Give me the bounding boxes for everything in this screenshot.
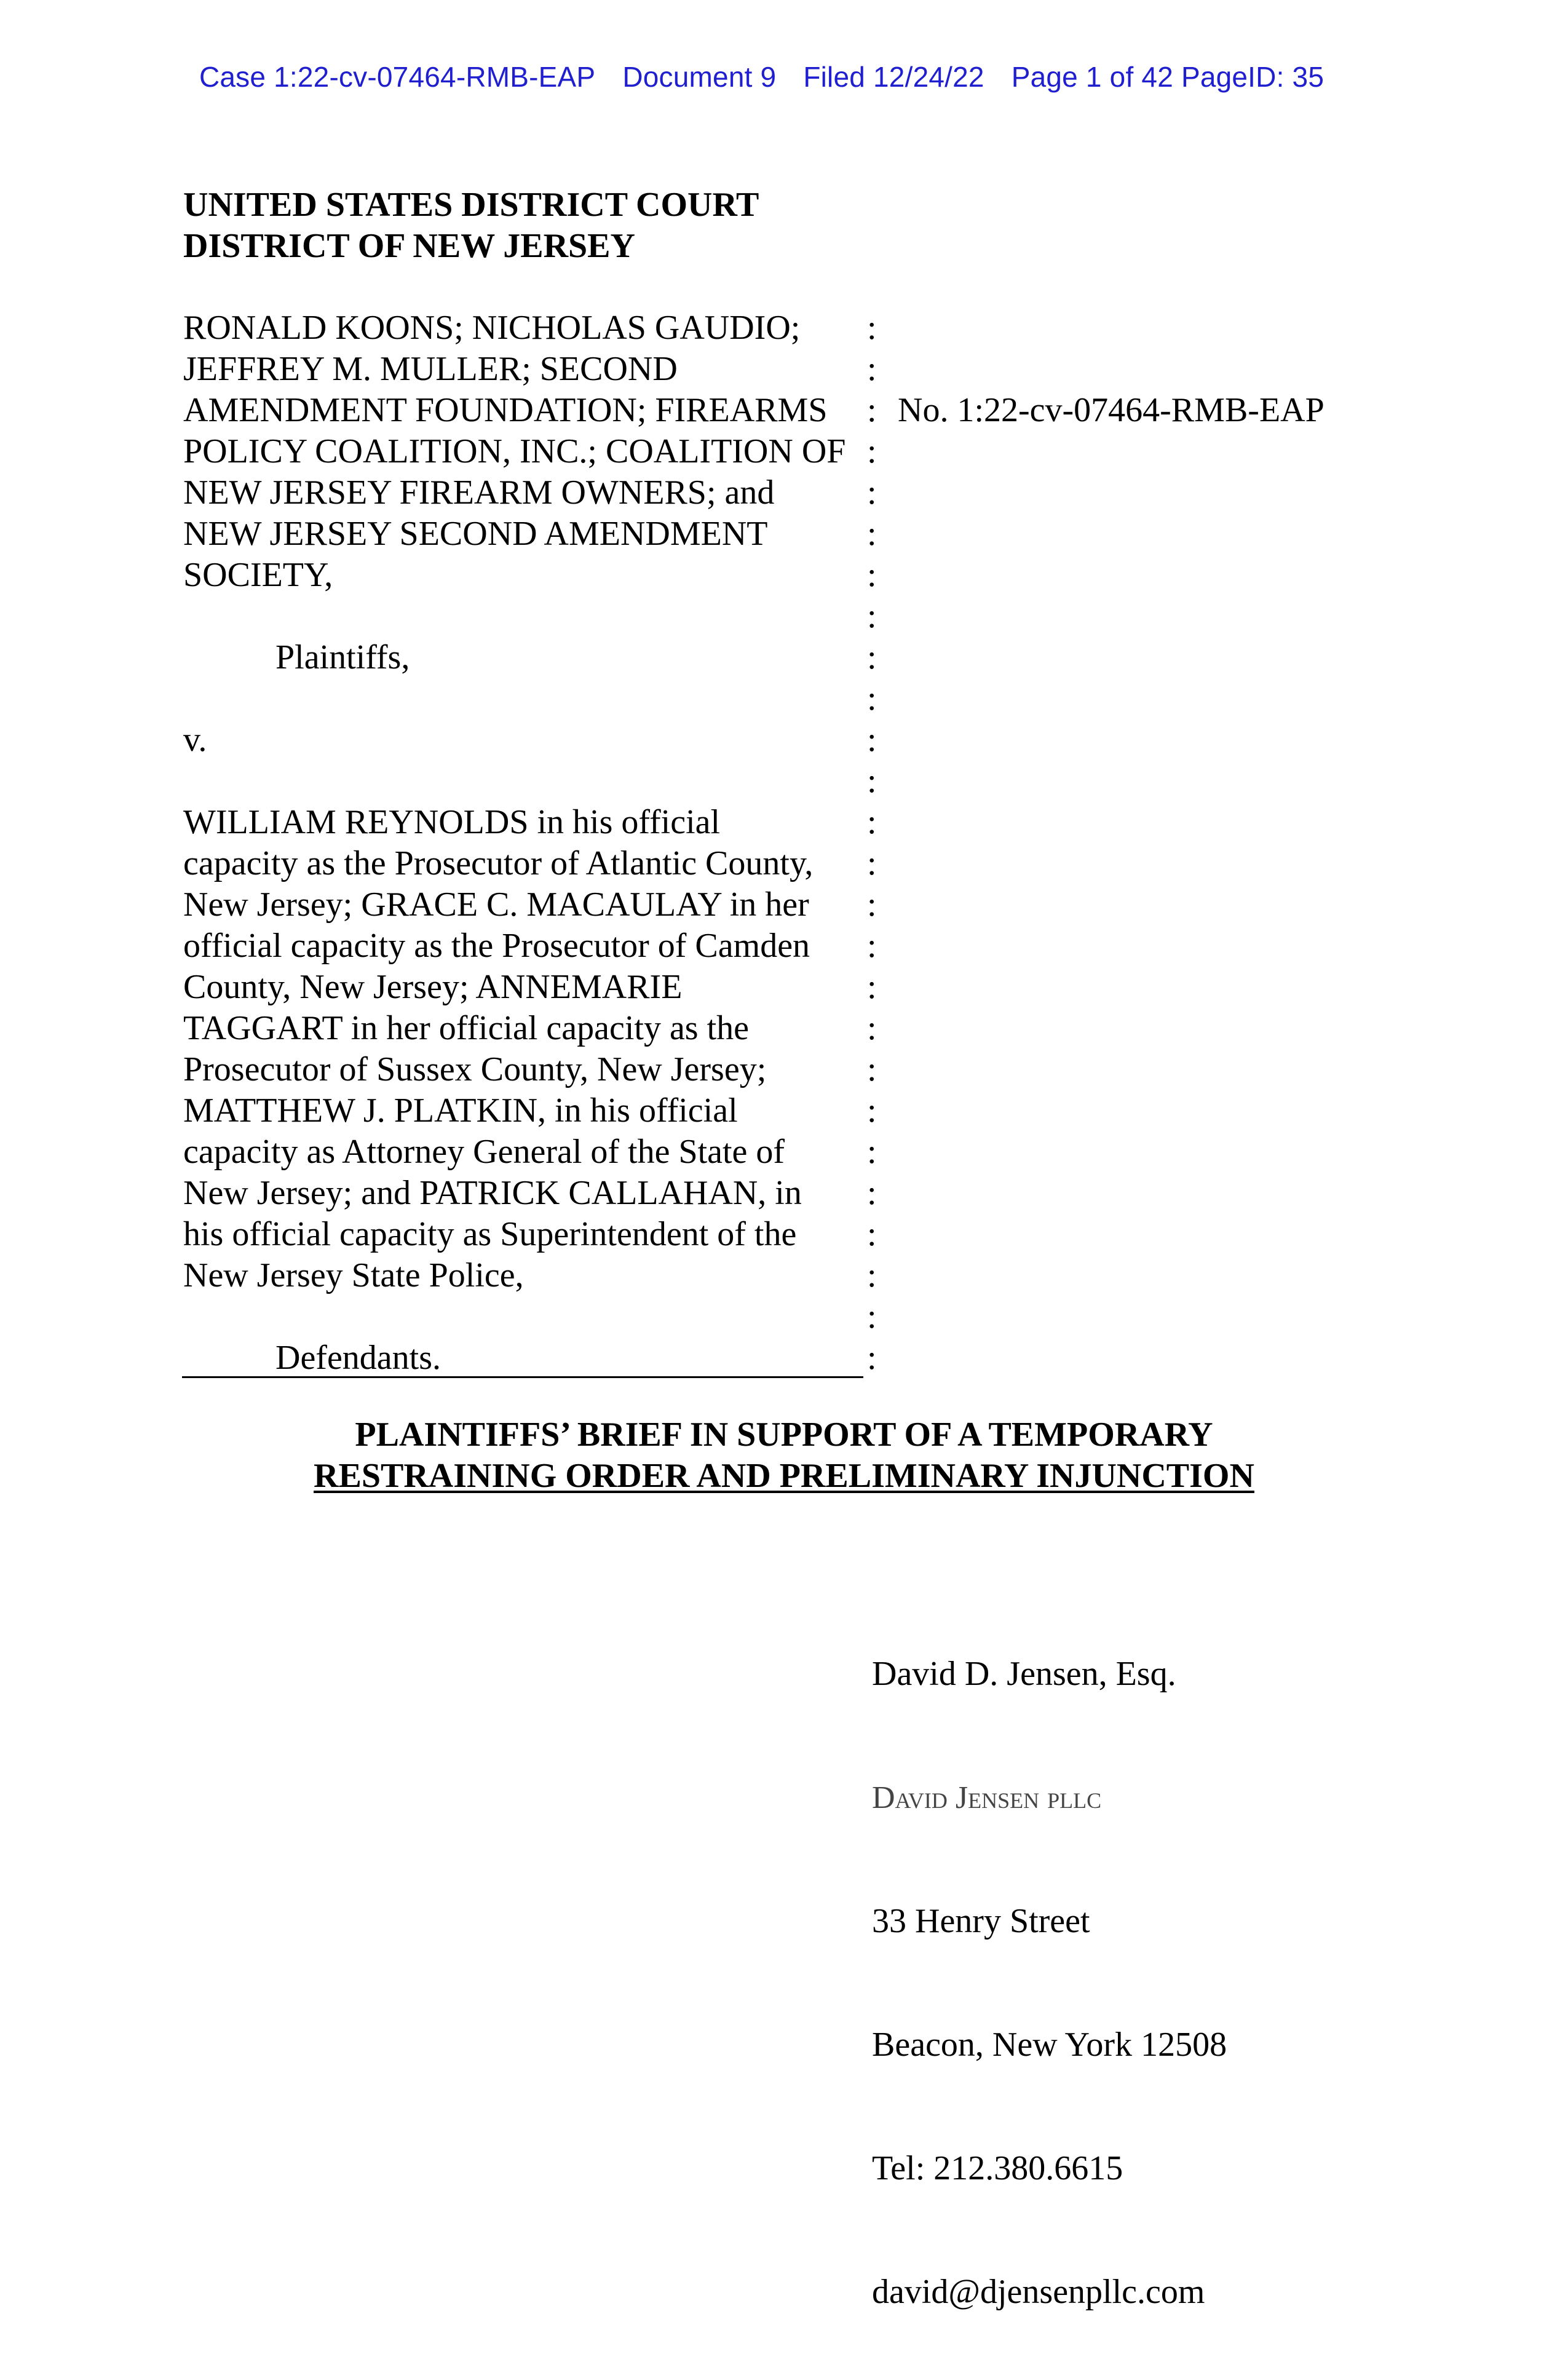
versus-label: v. [183, 721, 207, 759]
colon-separator: : [867, 1215, 877, 1253]
colon-separator: : [867, 309, 877, 347]
plaintiffs-line: SOCIETY, [183, 556, 333, 594]
header-document-number: Document 9 [622, 61, 777, 93]
colon-separator: : [867, 474, 877, 512]
brief-title-line-2 [0, 1456, 1568, 1497]
defendants-line: New Jersey State Police, [183, 1256, 524, 1294]
colon-separator: : [867, 1092, 877, 1130]
colon-separator: : [867, 1050, 877, 1088]
counsel-city: Beacon, New York 12508 [872, 2026, 1227, 2064]
plaintiffs-line: POLICY COALITION, INC.; COALITION OF [183, 432, 846, 470]
colon-separator: : [867, 721, 877, 759]
colon-separator: : [867, 803, 877, 841]
plaintiffs-line: RONALD KOONS; NICHOLAS GAUDIO; [183, 309, 801, 347]
filing-header-stamp [183, 27, 1324, 93]
defendants-line: MATTHEW J. PLATKIN, in his official [183, 1092, 738, 1130]
defendants-line: official capacity as the Prosecutor of Camden [183, 927, 810, 965]
header-filed-date: Filed 12/24/22 [803, 61, 984, 93]
defendants-line: WILLIAM REYNOLDS in his official [183, 803, 721, 841]
colon-separator: : [867, 762, 877, 800]
defendants-line: capacity as the Prosecutor of Atlantic County, [183, 844, 814, 882]
colon-separator: : [867, 1339, 877, 1377]
defendants-line: New Jersey; and PATRICK CALLAHAN, in [183, 1174, 802, 1212]
colon-separator: : [867, 556, 877, 594]
defendants-line: his official capacity as Superintendent of the [183, 1215, 797, 1253]
colon-separator: : [867, 927, 877, 965]
defendants-line: Prosecutor of Sussex County, New Jersey; [183, 1050, 767, 1088]
colon-separator: : [867, 1174, 877, 1212]
colon-separator: : [867, 1298, 877, 1336]
plaintiffs-label: Plaintiffs, [275, 638, 410, 676]
plaintiffs-line: NEW JERSEY SECOND AMENDMENT [183, 515, 768, 553]
colon-separator: : [867, 391, 877, 429]
plaintiffs-line: AMENDMENT FOUNDATION; FIREARMS [183, 391, 828, 429]
header-page-info: Page 1 of 42 PageID: 35 [1011, 61, 1324, 93]
colon-separator: : [867, 968, 877, 1006]
colon-separator: : [867, 844, 877, 882]
colon-separator: : [867, 1256, 877, 1294]
colon-separator: : [867, 350, 877, 388]
colon-separator: : [867, 597, 877, 635]
colon-separator: : [867, 1133, 877, 1171]
defendants-line: County, New Jersey; ANNEMARIE [183, 968, 683, 1006]
defendants-line: capacity as Attorney General of the State of [183, 1133, 785, 1171]
colon-separator: : [867, 680, 877, 718]
defendants-line: TAGGART in her official capacity as the [183, 1009, 750, 1047]
court-district: DISTRICT OF NEW JERSEY [183, 227, 635, 265]
caption-plaintiffs-block [183, 307, 866, 1379]
court-name: UNITED STATES DISTRICT COURT [183, 186, 759, 224]
defendants-label: Defendants. [275, 1339, 441, 1377]
case-number: No. 1:22-cv-07464-RMB-EAP [898, 391, 1324, 429]
defendants-line: New Jersey; GRACE C. MACAULAY in her [183, 886, 809, 924]
colon-separator: : [867, 1009, 877, 1047]
brief-title-line-1: PLAINTIFFS’ BRIEF IN SUPPORT OF A TEMPORARY [355, 1416, 1213, 1454]
plaintiffs-line: JEFFREY M. MULLER; SECOND [183, 350, 678, 388]
colon-separator: : [867, 638, 877, 676]
counsel-name: David D. Jensen, Esq. [872, 1655, 1176, 1693]
counsel-firm: David Jensen pllc [872, 1780, 1102, 1815]
colon-separator: : [867, 515, 877, 553]
counsel-street: 33 Henry Street [872, 1902, 1090, 1940]
caption-underline [182, 1376, 863, 1378]
header-case-number: Case 1:22-cv-07464-RMB-EAP [199, 61, 596, 93]
counsel-tel: Tel: 212.380.6615 [872, 2149, 1123, 2187]
colon-separator: : [867, 432, 877, 470]
counsel-signature-block [872, 1571, 1227, 2354]
caption-colon-column [867, 307, 885, 1379]
plaintiffs-line: NEW JERSEY FIREARM OWNERS; and [183, 474, 775, 512]
counsel-email: david@djensenpllc.com [872, 2273, 1205, 2311]
brief-title-line-2-text: RESTRAINING ORDER AND PRELIMINARY INJUNCTION [314, 1457, 1254, 1495]
colon-separator: : [867, 886, 877, 924]
